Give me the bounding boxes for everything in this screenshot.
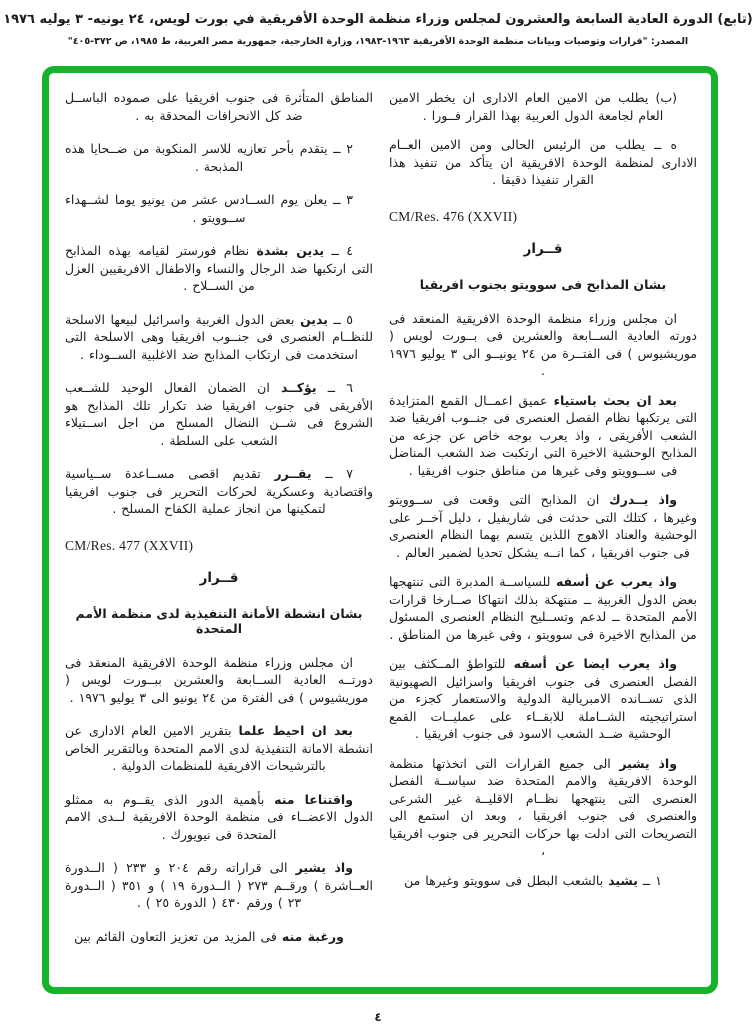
column-right	[389, 89, 697, 951]
paragraph: ان مجلس وزراء منظمة الوحدة الافريقية المنعقد فى دورته العادية الســابعة والعشرين فى بــورت لويس ( موريشيوس ) فى الفتــرة من ٢٤ يونيــو الى ٣ يوليو ١٩٧٦ .	[389, 310, 697, 378]
paragraph: ٤ ــ يدين بشدة نظام فورستر لقيامه بهذه المذابح التى ارتكبها ضد الرجال والنساء والاطفال الافريقيين العزل من الســلاح .	[65, 243, 373, 293]
page-number: ٤	[374, 1010, 382, 1024]
paragraph: ١ ــ يشيد بالشعب البطل فى سوويتو وغيرها من	[404, 872, 662, 888]
paragraph: واذ يعرب ايضا عن أسفه للتواطؤ المــكثف بين الفصل العنصرى فى جنوب افريقيا واسرائيل الصهيونية الذى تســانده الامبريالية الدولية والاستعمار كجزء من استراتيجيته الشــاملة للابقــاء على عمليــات القمع الوحشية ضــد الشعب الاسود فى جنوب افريقيا .	[389, 656, 697, 741]
paragraph: ٣ ــ يعلن يوم الســادس عشر من يونيو يوما لشــهداء ســوويتو .	[65, 192, 353, 225]
paragraph: ورغبة منه فى المزيد من تعزيز التعاون القائم بين	[74, 928, 344, 944]
paragraph: ٦ ــ يؤكــد ان الضمان الفعال الوحيد للشــعب الأفريقى فى جنوب افريقيا ضد تكرار تلك المذابح هو الشروع فى شــن النضال المسلح من اجل اســتيلاء الشعب على السلطة .	[65, 380, 373, 448]
document-header	[0, 0, 756, 51]
paragraph: بعد ان بحث باستياء عميق اعمــال القمع المتزايدة التى يرتكبها نظام الفصل العنصرى فى جنــوب افريقيا ضد الشعب الأفريقى ، واذ يعرب بوجه خاص عن جزعه من المذابح الوحشية الاخيرة التى ارتكبت ضد الشعب المناضل فى ســوويتو وفى غيرها من مناطق جنوب افريقيا .	[389, 392, 697, 478]
paragraph: بعد ان احيط علما بتقرير الامين العام الادارى عن انشطة الامانة التنفيذية لدى الامم المتحدة وبالتقرير الخاص بالترشيحات الافريقية للمنظمات الدولية .	[65, 723, 373, 773]
text-columns	[49, 73, 711, 961]
paragraph: واذ يشير الى قراراته رقم ٢٠٤ و ٢٣٣ ( الــدورة العــاشرة ) ورقــم ٢٧٣ ( الــدورة ١٩ ) و ٣٥١ ( الــدورة ٢٣ ) ورقم ٤٣٠ ( الدورة ٢٥ ) .	[65, 860, 373, 910]
resolution-title: قــرار	[199, 569, 239, 586]
resolution-title: قــرار	[523, 240, 563, 257]
paragraph: واذ يــدرك ان المذابح التى وقعت فى ســوويتو وغيرها ، كتلك التى حدثت فى شاريفيل ، دليل آخــر على الوحشية والعناد الاهوج اللذين يتسم بهما النظام العنصرى فى جنوب افريقيا ، كما انــه يشكل تحديا لضمير العالم .	[389, 492, 697, 560]
resolution-ref: CM/Res. 476 (XXVII)	[389, 208, 518, 224]
session-title: (تابع) الدورة العادية السابعة والعشرون لمجلس وزراء منظمة الوحدة الأفريقية في بورت لويس، ٢٤ يونيه- ٣ يوليه ١٩٧٦	[3, 12, 753, 27]
paragraph: (ب) يطلب من الامين العام الادارى ان يخطر الامين العام لجامعة الدول العربية بهذا القرار فــورا .	[389, 90, 677, 123]
paragraph: ٥ ــ يدين بعض الدول الغربية واسرائيل لبيعها الاسلحة للنظــام العنصرى فى جنــوب افريقيا وهى الاسلحة التى استخدمت فى ارتكاب المذابح ضد الاغلبية الســوداء .	[65, 311, 373, 362]
paragraph: ٢ ــ يتقدم بأحر تعازيه للاسر المنكوبة من ضــحايا هذه المذبحة .	[65, 141, 353, 174]
paragraph: ه ــ يطلب من الرئيس الحالى ومن الامين العــام الادارى لمنظمة الوحدة الافريقية ان يتأكد من تنفيذ هذا القرار تنفيذا دقيقا .	[389, 137, 697, 187]
paragraph: ان مجلس وزراء منظمة الوحدة الافريقية المنعقد فى دورتــه العادية الســابعة والعشرين ببــورت لويس ( موريشيوس ) فى الفترة من ٢٤ يونيو الى ٣ يوليو ١٩٧٦ .	[65, 654, 373, 705]
resolution-subject: بشان انشطة الأمانة التنفيذية لدى منظمة الأمم المتحدة	[75, 605, 363, 636]
source-citation: المصدر: "قرارات وتوصيات وبيانات منظمة الوحدة الأفريقية ١٩٦٣-١٩٨٣، وزارة الخارجية، جمهورية مصر العربية، ط ١٩٨٥، ص ٣٧٢-٤٠٥"	[67, 36, 689, 47]
paragraph: واقتناعا منه بأهمية الدور الذى يقــوم به ممثلو الدول الاعضــاء فى منظمة الوحدة الافريقية لــدى الامم المتحدة فى نيويورك .	[65, 791, 373, 842]
column-left	[65, 89, 373, 951]
content-frame	[42, 66, 718, 994]
paragraph: واذ يشير الى جميع القرارات التى اتخذتها منظمة الوحدة الافريقية والامم المتحدة ضد سياســة الفصل العنصرى التى ينتهجها نظــام الاقليــة غير الشرعى والعنصرى فى جنوب افريقيا ، وبعد ان استمع الى التصريحات التى ادلت بها حركات التحرير فى جنوب افريقيا ،	[389, 755, 697, 858]
paragraph: واذ يعرب عن أسفه للسياســة المدبرة التى تنتهجها بعض الدول الغربية ــ منتهكة بذلك انتهاكا صــارخا قرارات الأمم المتحدة ــ لدعم وتســليح النظام العنصرى المسئول من المذابح الاخيرة فى سوويتو ، وفى غيرها من المناطق .	[389, 574, 697, 642]
resolution-ref: CM/Res. 477 (XXVII)	[65, 537, 194, 553]
paragraph: ٧ ــ يقــرر تقديم اقصى مســاعدة ســياسية واقتصادية وعسكرية لحركات التحرير فى جنوب افريقيا لتمكينها من انجاز عملية الكفاح المسلح .	[65, 466, 373, 516]
paragraph: المناطق المتأثرة فى جنوب افريقيا على صموده الباســل ضد كل الانحرافات المحدقة به .	[65, 90, 373, 123]
resolution-subject: بشان المذابح فى سوويتو بجنوب افريقيا	[419, 276, 667, 292]
